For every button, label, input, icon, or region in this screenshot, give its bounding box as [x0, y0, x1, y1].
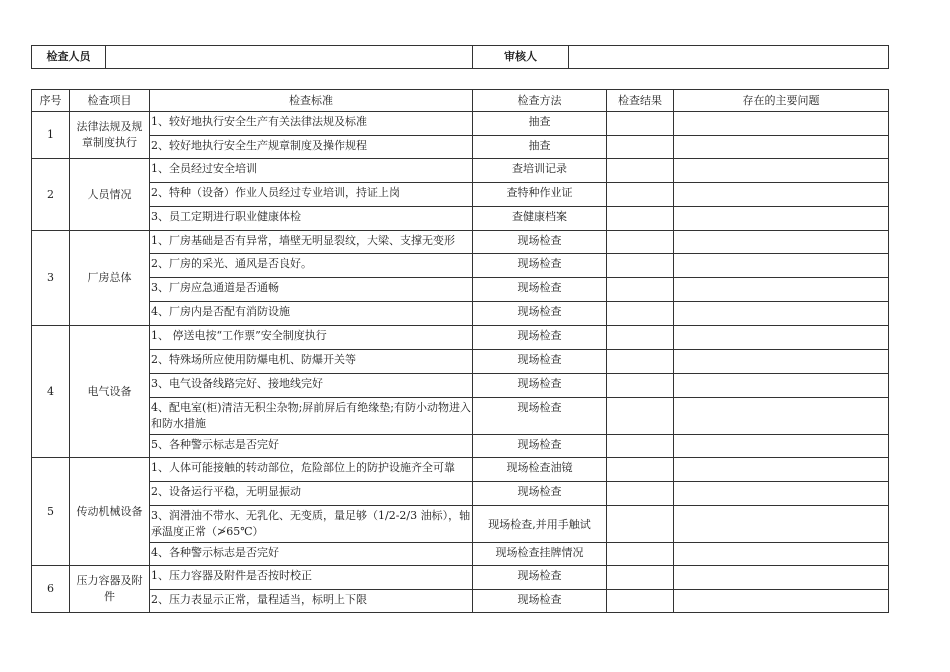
issues-cell[interactable] [674, 207, 889, 231]
standard-cell: 1、 停送电按“工作票”安全制度执行 [150, 326, 473, 350]
reviewer-label: 审核人 [473, 46, 569, 69]
table-row [32, 398, 889, 435]
standard-cell: 2、较好地执行安全生产规章制度及操作规程 [150, 136, 473, 159]
issues-cell[interactable] [674, 543, 889, 566]
issues-cell[interactable] [674, 458, 889, 482]
method-cell: 现场检查 [473, 302, 607, 326]
issues-cell[interactable] [674, 159, 889, 183]
method-cell: 现场检查 [473, 398, 607, 435]
issues-cell[interactable] [674, 590, 889, 613]
table-row [32, 231, 889, 254]
result-cell[interactable] [607, 278, 674, 302]
group-no: 1 [32, 112, 70, 159]
method-cell: 现场检查挂牌情况 [473, 543, 607, 566]
col-header-item: 检查项目 [70, 90, 150, 112]
group-item: 压力容器及附件 [70, 566, 150, 613]
standard-cell: 4、厂房内是否配有消防设施 [150, 302, 473, 326]
standard-cell: 3、润滑油不带水、无乳化、无变质，量足够（1/2-2/3 油标），轴承温度正常（≯65℃） [150, 506, 473, 543]
table-row [32, 183, 889, 207]
result-cell[interactable] [607, 543, 674, 566]
method-cell: 现场检查 [473, 590, 607, 613]
method-cell: 现场检查 [473, 326, 607, 350]
table-row [32, 458, 889, 482]
method-cell: 抽查 [473, 136, 607, 159]
col-header-issues: 存在的主要问题 [674, 90, 889, 112]
standard-cell: 1、人体可能接触的转动部位，危险部位上的防护设施齐全可靠 [150, 458, 473, 482]
issues-cell[interactable] [674, 254, 889, 278]
issues-cell[interactable] [674, 506, 889, 543]
result-cell[interactable] [607, 458, 674, 482]
issues-cell[interactable] [674, 398, 889, 435]
group-no: 6 [32, 566, 70, 613]
group-item: 人员情况 [70, 159, 150, 231]
result-cell[interactable] [607, 159, 674, 183]
method-cell: 现场检查 [473, 566, 607, 590]
group-item: 传动机械设备 [70, 458, 150, 566]
method-cell: 现场检查 [473, 254, 607, 278]
result-cell[interactable] [607, 350, 674, 374]
result-cell[interactable] [607, 482, 674, 506]
table-row [32, 374, 889, 398]
group-no: 2 [32, 159, 70, 231]
result-cell[interactable] [607, 506, 674, 543]
result-cell[interactable] [607, 590, 674, 613]
issues-cell[interactable] [674, 136, 889, 159]
result-cell[interactable] [607, 326, 674, 350]
table-row [32, 302, 889, 326]
standard-cell: 1、较好地执行安全生产有关法律法规及标准 [150, 112, 473, 136]
standard-cell: 1、压力容器及附件是否按时校正 [150, 566, 473, 590]
method-cell: 现场检查油镜 [473, 458, 607, 482]
issues-cell[interactable] [674, 231, 889, 254]
table-row [32, 254, 889, 278]
standard-cell: 3、厂房应急通道是否通畅 [150, 278, 473, 302]
result-cell[interactable] [607, 374, 674, 398]
header-table [31, 45, 889, 69]
table-row [32, 350, 889, 374]
method-cell: 查健康档案 [473, 207, 607, 231]
issues-cell[interactable] [674, 183, 889, 207]
result-cell[interactable] [607, 207, 674, 231]
group-no: 5 [32, 458, 70, 566]
standard-cell: 3、电气设备线路完好、接地线完好 [150, 374, 473, 398]
result-cell[interactable] [607, 566, 674, 590]
issues-cell[interactable] [674, 112, 889, 136]
group-item: 厂房总体 [70, 231, 150, 326]
col-header-no: 序号 [32, 90, 70, 112]
standard-cell: 5、各种警示标志是否完好 [150, 435, 473, 458]
group-item: 法律法规及规章制度执行 [70, 112, 150, 159]
result-cell[interactable] [607, 302, 674, 326]
table-row [32, 278, 889, 302]
table-row [32, 207, 889, 231]
table-row [32, 159, 889, 183]
col-header-standard: 检查标准 [150, 90, 473, 112]
table-row [32, 590, 889, 613]
result-cell[interactable] [607, 112, 674, 136]
inspection-table [31, 89, 889, 613]
standard-cell: 2、特殊场所应使用防爆电机、防爆开关等 [150, 350, 473, 374]
standard-cell: 2、压力表显示正常，量程适当，标明上下限 [150, 590, 473, 613]
group-no: 4 [32, 326, 70, 458]
table-row [32, 136, 889, 159]
reviewer-field[interactable] [569, 46, 889, 69]
col-header-method: 检查方法 [473, 90, 607, 112]
standard-cell: 1、全员经过安全培训 [150, 159, 473, 183]
method-cell: 查特种作业证 [473, 183, 607, 207]
table-row [32, 112, 889, 136]
method-cell: 现场检查 [473, 482, 607, 506]
issues-cell[interactable] [674, 482, 889, 506]
group-item: 电气设备 [70, 326, 150, 458]
standard-cell: 2、厂房的采光、通风是否良好。 [150, 254, 473, 278]
method-cell: 现场检查,并用手触试 [473, 506, 607, 543]
method-cell: 查培训记录 [473, 159, 607, 183]
result-cell[interactable] [607, 398, 674, 435]
issues-cell[interactable] [674, 435, 889, 458]
method-cell: 现场检查 [473, 435, 607, 458]
table-row [32, 566, 889, 590]
result-cell[interactable] [607, 435, 674, 458]
method-cell: 现场检查 [473, 374, 607, 398]
table-row [32, 506, 889, 543]
issues-cell[interactable] [674, 350, 889, 374]
result-cell[interactable] [607, 183, 674, 207]
standard-cell: 2、设备运行平稳，无明显振动 [150, 482, 473, 506]
issues-cell[interactable] [674, 566, 889, 590]
method-cell: 现场检查 [473, 278, 607, 302]
inspector-field[interactable] [106, 46, 473, 69]
table-row [32, 482, 889, 506]
standard-cell: 4、配电室(柜)清洁无积尘杂物;屏前屏后有绝缘垫;有防小动物进入和防水措施 [150, 398, 473, 435]
method-cell: 现场检查 [473, 350, 607, 374]
col-header-result: 检查结果 [607, 90, 674, 112]
issues-cell[interactable] [674, 374, 889, 398]
issues-cell[interactable] [674, 302, 889, 326]
issues-cell[interactable] [674, 278, 889, 302]
method-cell: 抽查 [473, 112, 607, 136]
standard-cell: 1、厂房基础是否有异常，墙壁无明显裂纹，大梁、支撑无变形 [150, 231, 473, 254]
method-cell: 现场检查 [473, 231, 607, 254]
standard-cell: 4、各种警示标志是否完好 [150, 543, 473, 566]
result-cell[interactable] [607, 136, 674, 159]
issues-cell[interactable] [674, 326, 889, 350]
result-cell[interactable] [607, 231, 674, 254]
inspector-label: 检查人员 [32, 46, 106, 69]
standard-cell: 3、员工定期进行职业健康体检 [150, 207, 473, 231]
group-no: 3 [32, 231, 70, 326]
table-row [32, 326, 889, 350]
table-row [32, 543, 889, 566]
result-cell[interactable] [607, 254, 674, 278]
table-row [32, 435, 889, 458]
standard-cell: 2、特种（设备）作业人员经过专业培训，持证上岗 [150, 183, 473, 207]
table-header-row [32, 90, 889, 112]
